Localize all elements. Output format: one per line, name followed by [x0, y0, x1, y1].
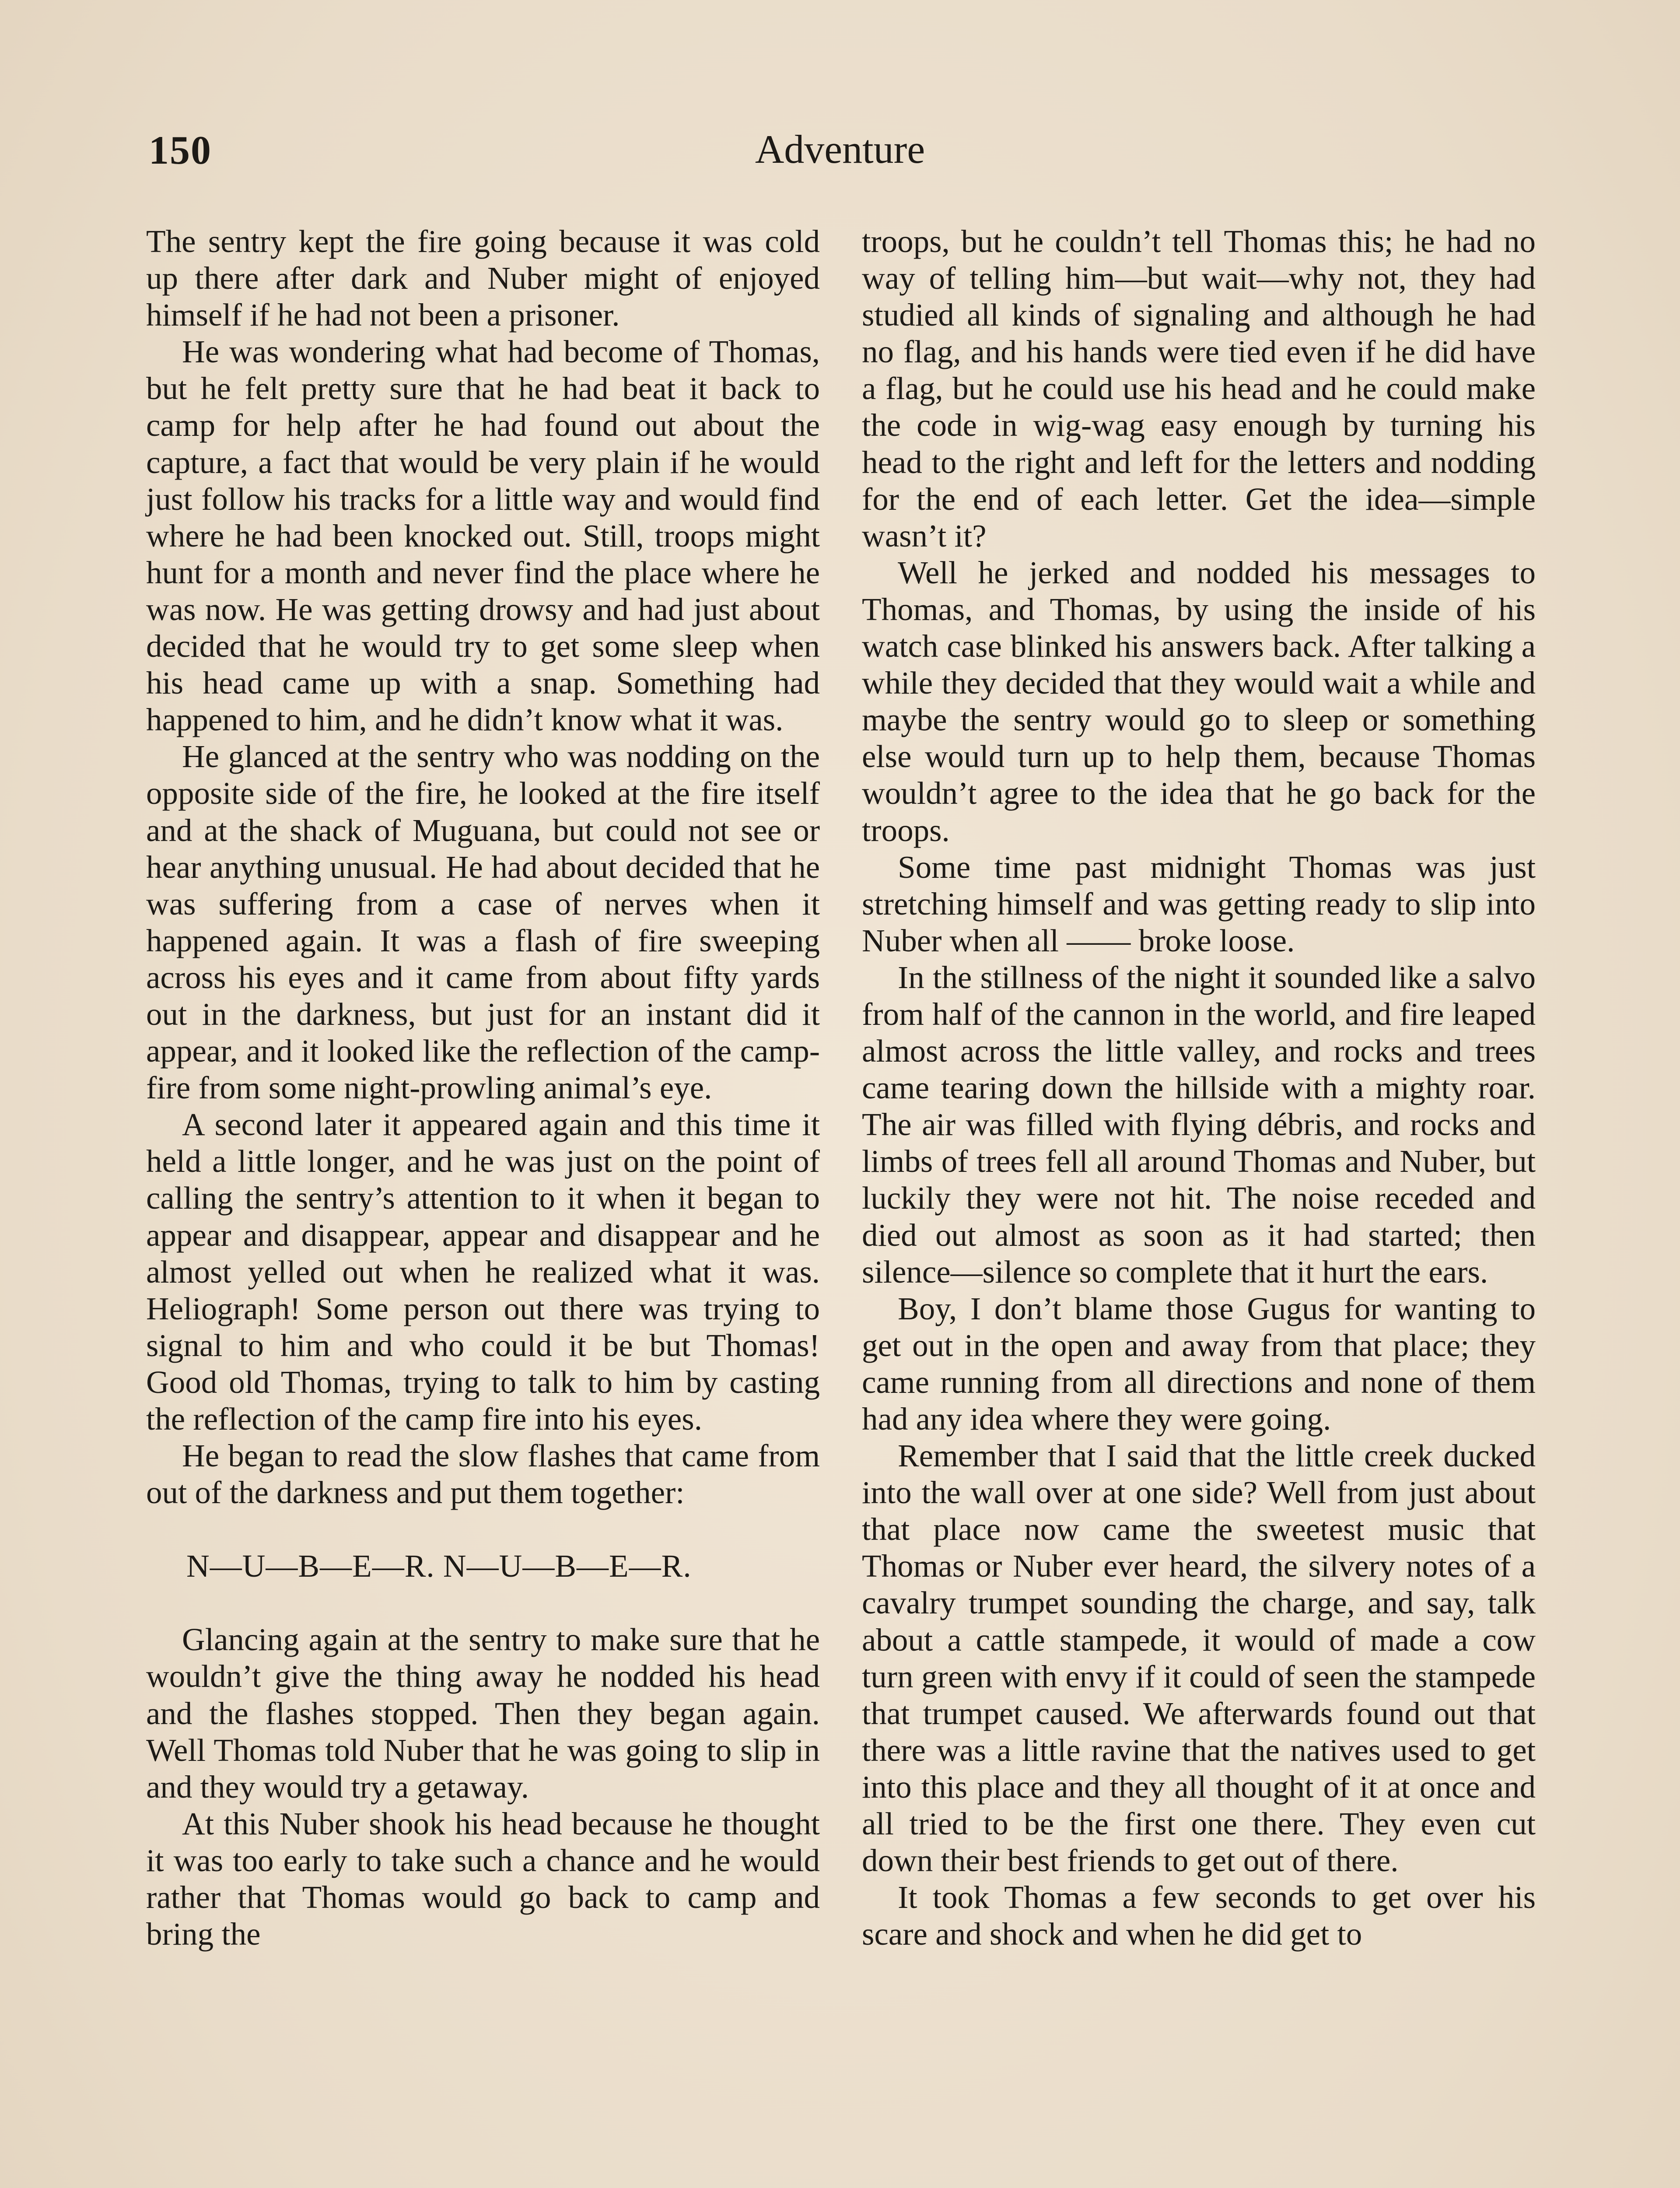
paragraph: Boy, I don’t blame those Gugus for wanting to get out in the open and away from that place; they came running from all directions and none of them had any idea where they were going. — [862, 1290, 1536, 1437]
paragraph: He glanced at the sentry who was nodding on the opposite side of the fire, he looked at the fire itself and at the shack of Muguana, but could not see or hear anything unusual. He had about decided that he was suffering from a case of nerves when it happened again. It was a flash of fire sweeping across his eyes and it came from about fifty yards out in the darkness, but just for an instant did it appear, and it looked like the reflection of the camp-fire from some night-prowling animal’s eye. — [146, 739, 820, 1106]
paragraph: He began to read the slow flashes that came from out of the darkness and put them together: — [146, 1438, 820, 1511]
running-head: Adventure — [755, 127, 925, 172]
paragraph: In the stillness of the night it sounded like a salvo from half of the cannon in the world, and fire leaped almost across the little valley, and rocks and trees came tearing down the hillside with a mighty roar. The air was filled with flying débris, and rocks and limbs of trees fell all around Thomas and Nuber, but luckily they were not hit. The noise receded and died out almost as soon as it had started; then silence—silence so complete that it hurt the ears. — [862, 959, 1536, 1290]
paragraph: Well he jerked and nodded his messages to Thomas, and Thomas, by using the inside of his watch case blinked his answers back. After talking a while they decided that they would wait a while and maybe the sentry would go to sleep or something else would turn up to help them, because Thomas wouldn’t agree to the idea that he go back for the troops. — [862, 554, 1536, 848]
paragraph: Remember that I said that the little creek ducked into the wall over at one side? Well from just about that place now came the sweetest music that Thomas or Nuber ever heard, the silvery notes of a cavalry trumpet sounding the charge, and say, talk about a cattle stampede, it would of made a cow turn green with envy if it could of seen the stampede that trumpet caused. We afterwards found out that there was a little ravine that the natives used to get into this place and they all thought of it at once and all tried to be the first one there. They even cut down their best friends to get out of there. — [862, 1438, 1536, 1879]
paragraph: It took Thomas a few seconds to get over his scare and shock and when he did get to — [862, 1879, 1536, 1952]
paragraph: Glancing again at the sentry to make sure that he wouldn’t give the thing away he nodded his head and the flashes stopped. Then they began again. Well Thomas told Nuber that he was going to slip in and they would try a getaway. — [146, 1622, 820, 1805]
paragraph: troops, but he couldn’t tell Thomas this; he had no way of telling him—but wait—why not, they had studied all kinds of signaling and although he had no flag, and his hands were tied even if he did have a flag, but he could use his head and he could make the code in wig-wag easy enough by turning his head to the right and left for the letters and nodding for the end of each letter. Get the idea—simple wasn’t it? — [862, 224, 1536, 554]
paragraph: The sentry kept the fire going because it was cold up there after dark and Nuber might of enjoyed himself if he had not been a prisoner. — [146, 224, 820, 333]
paragraph: At this Nuber shook his head because he thought it was too early to take such a chance and he would rather that Thomas would go back to camp and bring the — [146, 1806, 820, 1952]
left-column — [146, 223, 820, 1953]
right-column — [862, 223, 1536, 1953]
page-number: 150 — [149, 128, 212, 172]
paragraph: A second later it appeared again and this time it held a little longer, and he was just on the point of calling the sentry’s attention to it when it began to appear and disappear, appear and disappear and he almost yelled out when he realized what it was. Heliograph! Some person out there was trying to signal to him and who could it be but Thomas! Good old Thomas, trying to talk to him by casting the reflection of the camp fire into his eyes. — [146, 1107, 820, 1437]
paragraph: Some time past midnight Thomas was just stretching himself and was getting ready to slip into Nuber when all —— broke loose. — [862, 849, 1536, 958]
paragraph: He was wondering what had become of Thomas, but he felt pretty sure that he had beat it back to camp for help after he had found out about the capture, a fact that would be very plain if he would just follow his tracks for a little way and would find where he had been knocked out. Still, troops might hunt for a month and never find the place where he was now. He was getting drowsy and had just about decided that he would try to get some sleep when his head came up with a snap. Something had happened to him, and he didn’t know what it was. — [146, 334, 820, 738]
signal-line: N—U—B—E—R. N—U—B—E—R. — [186, 1548, 692, 1584]
